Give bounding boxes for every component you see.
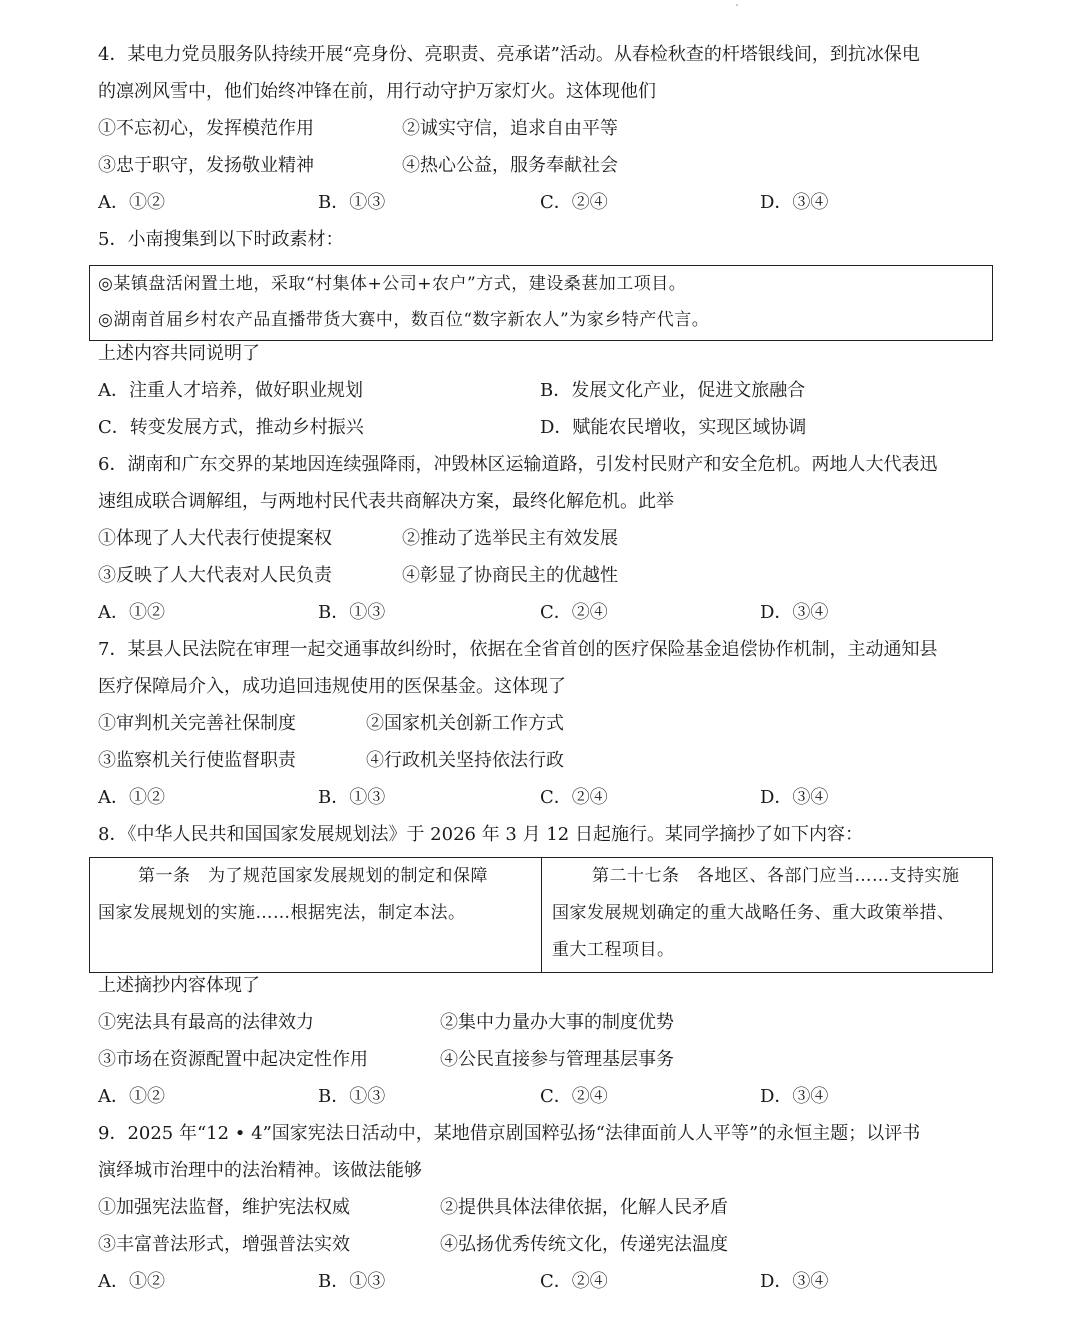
q5-option-c: C．转变发展方式，推动乡村振兴 bbox=[98, 417, 364, 438]
q4-stem-line2: 的凛冽风雪中，他们始终冲锋在前，用行动守护万家灯火。这体现他们 bbox=[98, 81, 656, 102]
q8-article-27-line3: 重大工程项目。 bbox=[552, 940, 675, 960]
q5-material-1: ◎某镇盘活闲置土地，采取“村集体+公司+农户”方式，建设桑葚加工项目。 bbox=[98, 274, 687, 294]
q8-article-27-line1: 第二十七条 各地区、各部门应当……支持实施 bbox=[592, 866, 960, 886]
scan-speck bbox=[736, 4, 738, 6]
q8-stem: 8．《中华人民共和国国家发展规划法》于 2026 年 3 月 12 日起施行。某同学摘抄了如下内容： bbox=[98, 824, 863, 845]
q6-stem-line1: 6．湖南和广东交界的某地因连续强降雨，冲毁林区运输道路，引发村民财产和安全危机。两地人大代表迅 bbox=[98, 454, 938, 475]
q4-stem-line1: 4．某电力党员服务队持续开展“亮身份、亮职责、亮承诺”活动。从春检秋查的杆塔银线间，到抗冰保电 bbox=[98, 44, 920, 65]
q5-stem: 5．小南搜集到以下时政素材： bbox=[98, 229, 344, 250]
q7-option-d: D．③④ bbox=[760, 787, 829, 808]
q6-stem-line2: 速组成联合调解组，与两地村民代表共商解决方案，最终化解危机。此举 bbox=[98, 491, 674, 512]
q7-stem-line2: 医疗保障局介入，成功追回违规使用的医保基金。这体现了 bbox=[98, 676, 566, 697]
q9-option-b: B．①③ bbox=[318, 1271, 386, 1292]
q6-option-c: C．②④ bbox=[540, 602, 608, 623]
q8-statement-1: ①宪法具有最高的法律效力 bbox=[98, 1012, 314, 1033]
q5-after: 上述内容共同说明了 bbox=[98, 343, 260, 364]
q9-option-c: C．②④ bbox=[540, 1271, 608, 1292]
q5-material-2: ◎湖南首届乡村农产品直播带货大赛中，数百位“数字新农人”为家乡特产代言。 bbox=[98, 310, 710, 330]
q5-material-box bbox=[89, 265, 993, 341]
q4-statement-3: ③忠于职守，发扬敬业精神 bbox=[98, 155, 314, 176]
q8-statement-3: ③市场在资源配置中起决定性作用 bbox=[98, 1049, 368, 1070]
q4-option-d: D．③④ bbox=[760, 192, 829, 213]
q4-statement-1: ①不忘初心，发挥模范作用 bbox=[98, 118, 314, 139]
q8-article-1-line2: 国家发展规划的实施……根据宪法，制定本法。 bbox=[98, 903, 466, 923]
q9-statement-4: ④弘扬优秀传统文化，传递宪法温度 bbox=[440, 1234, 728, 1255]
q6-statement-3: ③反映了人大代表对人民负责 bbox=[98, 565, 332, 586]
q8-law-excerpt-table bbox=[89, 857, 993, 973]
q4-statement-4: ④热心公益，服务奉献社会 bbox=[402, 155, 618, 176]
q8-article-1-line1: 第一条 为了规范国家发展规划的制定和保障 bbox=[138, 866, 488, 886]
q6-option-a: A．①② bbox=[98, 602, 165, 623]
q9-stem-line1: 9．2025 年“12 • 4”国家宪法日活动中，某地借京剧国粹弘扬“法律面前人人平等”的永恒主题；以评书 bbox=[98, 1123, 921, 1144]
q9-statement-1: ①加强宪法监督，维护宪法权威 bbox=[98, 1197, 350, 1218]
q8-table-divider bbox=[541, 858, 542, 972]
q5-option-d: D．赋能农民增收，实现区域协调 bbox=[540, 417, 807, 438]
q8-statement-2: ②集中力量办大事的制度优势 bbox=[440, 1012, 674, 1033]
q8-statement-4: ④公民直接参与管理基层事务 bbox=[440, 1049, 674, 1070]
q7-statement-4: ④行政机关坚持依法行政 bbox=[366, 750, 564, 771]
q7-stem-line1: 7．某县人民法院在审理一起交通事故纠纷时，依据在全省首创的医疗保险基金追偿协作机制，主动通知县 bbox=[98, 639, 938, 660]
q4-option-b: B．①③ bbox=[318, 192, 386, 213]
q7-statement-2: ②国家机关创新工作方式 bbox=[366, 713, 564, 734]
q4-statement-2: ②诚实守信，追求自由平等 bbox=[402, 118, 618, 139]
q6-statement-1: ①体现了人大代表行使提案权 bbox=[98, 528, 332, 549]
q9-option-d: D．③④ bbox=[760, 1271, 829, 1292]
q7-statement-3: ③监察机关行使监督职责 bbox=[98, 750, 296, 771]
q4-option-a: A．①② bbox=[98, 192, 165, 213]
q8-article-27-line2: 国家发展规划确定的重大战略任务、重大政策举措、 bbox=[552, 903, 955, 923]
q8-option-a: A．①② bbox=[98, 1086, 165, 1107]
q7-option-a: A．①② bbox=[98, 787, 165, 808]
q7-statement-1: ①审判机关完善社保制度 bbox=[98, 713, 296, 734]
q9-option-a: A．①② bbox=[98, 1271, 165, 1292]
q6-statement-4: ④彰显了协商民主的优越性 bbox=[402, 565, 618, 586]
q6-option-b: B．①③ bbox=[318, 602, 386, 623]
q7-option-b: B．①③ bbox=[318, 787, 386, 808]
q8-option-d: D．③④ bbox=[760, 1086, 829, 1107]
q5-option-a: A．注重人才培养，做好职业规划 bbox=[98, 380, 363, 401]
q8-after: 上述摘抄内容体现了 bbox=[98, 975, 260, 996]
q5-option-b: B．发展文化产业，促进文旅融合 bbox=[540, 380, 806, 401]
q8-option-b: B．①③ bbox=[318, 1086, 386, 1107]
q7-option-c: C．②④ bbox=[540, 787, 608, 808]
q6-option-d: D．③④ bbox=[760, 602, 829, 623]
q9-statement-3: ③丰富普法形式，增强普法实效 bbox=[98, 1234, 350, 1255]
q6-statement-2: ②推动了选举民主有效发展 bbox=[402, 528, 618, 549]
q9-statement-2: ②提供具体法律依据，化解人民矛盾 bbox=[440, 1197, 728, 1218]
q9-stem-line2: 演绎城市治理中的法治精神。该做法能够 bbox=[98, 1160, 422, 1181]
q8-option-c: C．②④ bbox=[540, 1086, 608, 1107]
q4-option-c: C．②④ bbox=[540, 192, 608, 213]
